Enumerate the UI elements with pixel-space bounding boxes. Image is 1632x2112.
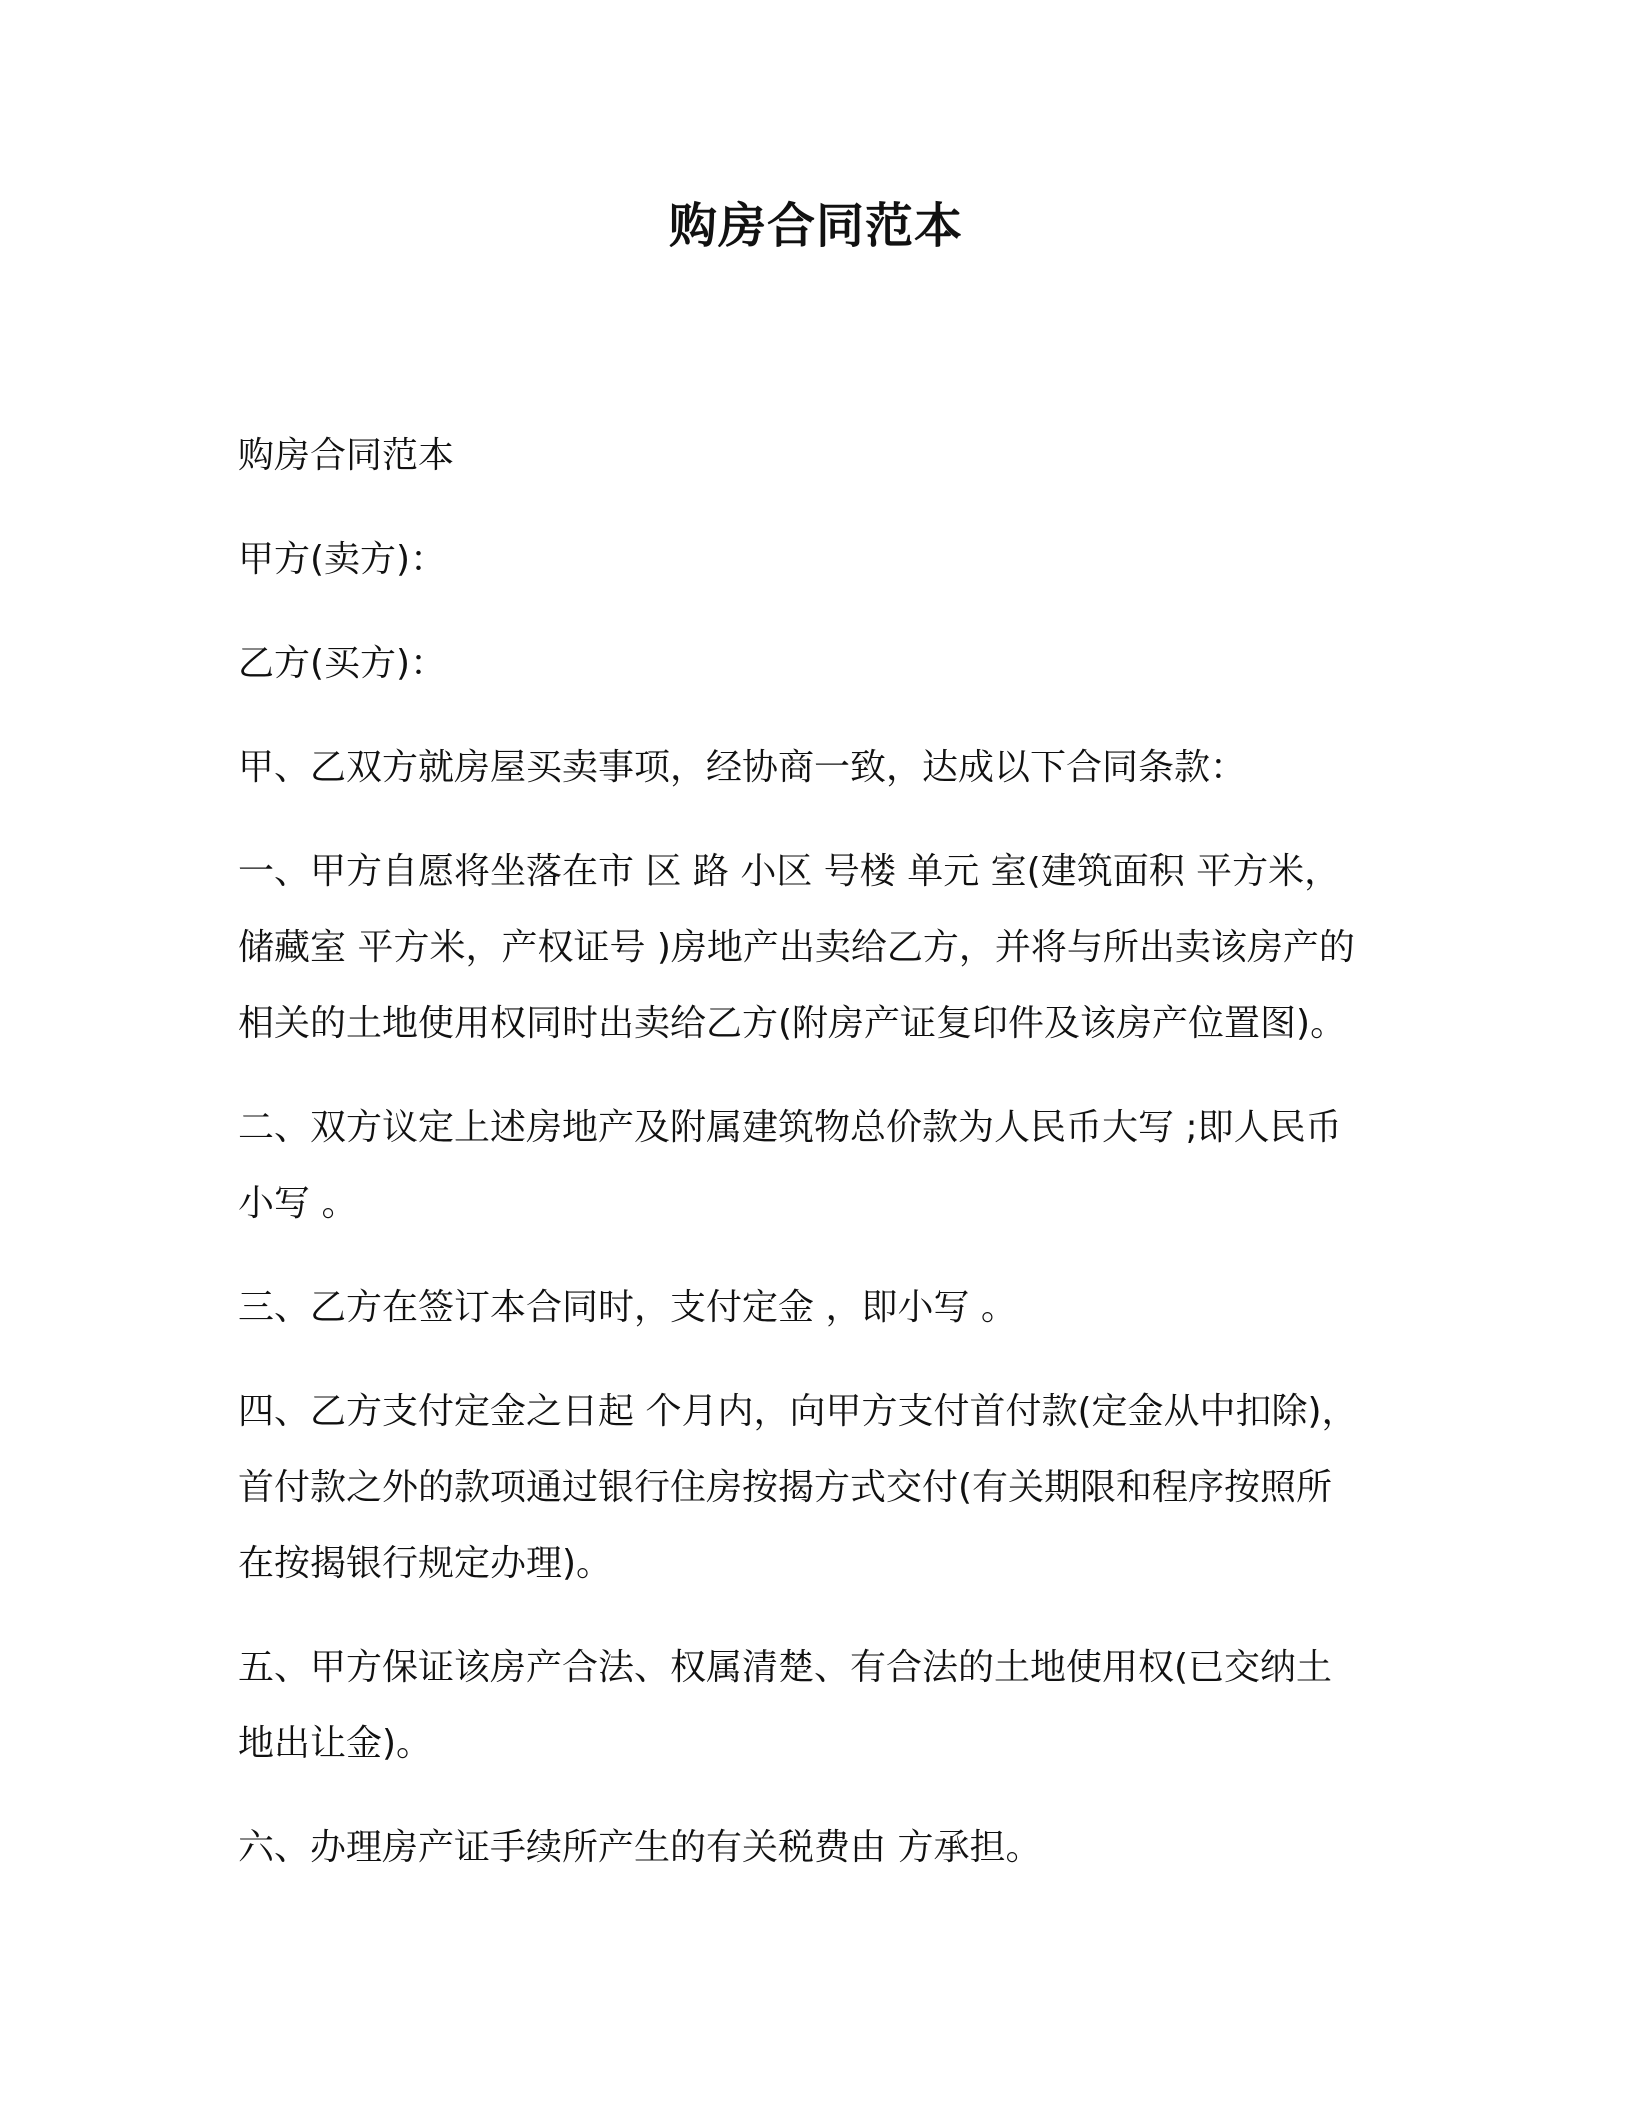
clause-4 [238,1374,1398,1602]
paragraph-party-a [238,522,1398,598]
paragraph-line: 储藏室 平方米，产权证号 )房地产出卖给乙方，并将与所出卖该房产的 [238,927,1355,968]
clause-2 [238,1090,1398,1242]
paragraph-line: 小写 。 [238,1183,358,1224]
paragraph-line: 二、双方议定上述房地产及附属建筑物总价款为人民币大写 ;即人民币 [238,1107,1342,1148]
paragraph-line: 四、乙方支付定金之日起 个月内，向甲方支付首付款(定金从中扣除)， [238,1391,1358,1432]
paragraph-line: 五、甲方保证该房产合法、权属清楚、有合法的土地使用权(已交纳土 [238,1647,1333,1688]
paragraph-line: 六、办理房产证手续所产生的有关税费由 方承担。 [238,1827,1042,1868]
paragraph-line: 相关的土地使用权同时出卖给乙方(附房产证复印件及该房产位置图)。 [238,1003,1347,1044]
clause-6 [238,1810,1398,1886]
paragraph-line: 地出让金)。 [238,1723,433,1764]
clause-3 [238,1270,1398,1346]
clause-1 [238,834,1398,1062]
paragraph-line: 在按揭银行规定办理)。 [238,1543,613,1584]
paragraph-subtitle [238,418,1398,494]
paragraph-line: 乙方(买方)： [238,643,447,684]
paragraph-intro [238,730,1398,806]
paragraph-line: 三、乙方在签订本合同时，支付定金 ，即小写 。 [238,1287,1017,1328]
paragraph-line: 首付款之外的款项通过银行住房按揭方式交付(有关期限和程序按照所 [238,1467,1333,1508]
clause-5 [238,1630,1398,1782]
paragraph-party-b [238,626,1398,702]
paragraph-line: 购房合同范本 [238,435,455,476]
paragraph-line: 甲、乙双方就房屋买卖事项，经协商一致，达成以下合同条款： [238,747,1247,788]
document-title: 购房合同范本 [668,198,963,254]
document-body [238,418,1398,1914]
paragraph-line: 甲方(卖方)： [238,539,447,580]
paragraph-line: 一、甲方自愿将坐落在市 区 路 小区 号楼 单元 室(建筑面积 平方米， [238,851,1341,892]
